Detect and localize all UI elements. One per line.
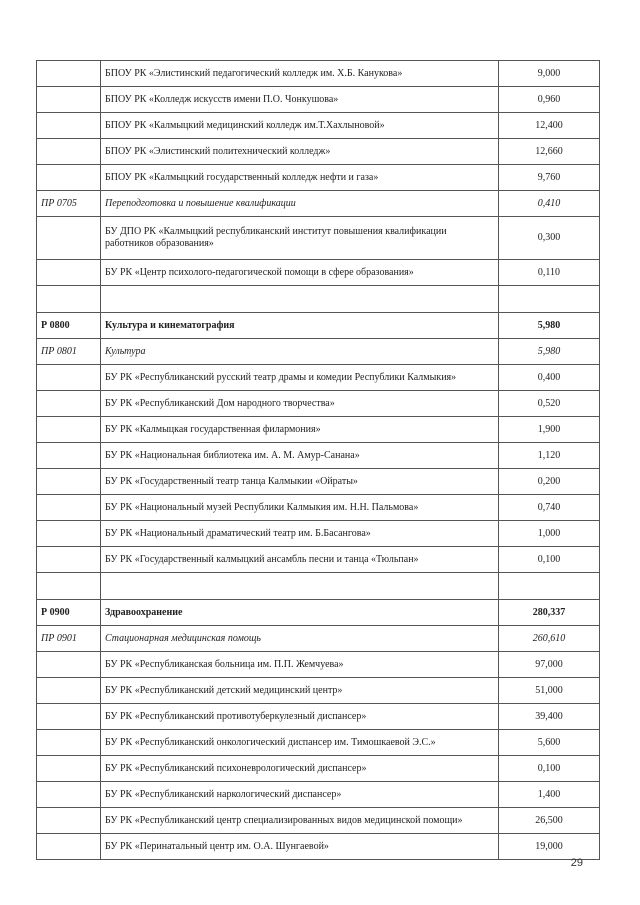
table-row — [37, 165, 600, 191]
table-row — [37, 782, 600, 808]
row-value: 1,900 — [499, 417, 600, 443]
section-code: Р 0900 — [37, 600, 101, 626]
row-code — [37, 678, 101, 704]
row-name: БУ РК «Калмыцкая государственная филармония» — [101, 417, 499, 443]
row-name: БУ РК «Национальная библиотека им. А. М. Амур-Санана» — [101, 443, 499, 469]
table-row — [37, 730, 600, 756]
row-value: 0,960 — [499, 87, 600, 113]
row-value: 19,000 — [499, 834, 600, 860]
row-value: 0,100 — [499, 756, 600, 782]
table-row — [37, 704, 600, 730]
row-value: 9,000 — [499, 61, 600, 87]
row-name: БУ РК «Республиканский русский театр драмы и комедии Республики Калмыкия» — [101, 365, 499, 391]
table-row — [37, 652, 600, 678]
budget-table — [36, 60, 600, 860]
row-code — [37, 704, 101, 730]
row-value: 0,200 — [499, 469, 600, 495]
row-name: БПОУ РК «Калмыцкий медицинский колледж им.Т.Хахлыновой» — [101, 113, 499, 139]
row-code — [37, 573, 101, 600]
row-value: 97,000 — [499, 652, 600, 678]
row-value: 51,000 — [499, 678, 600, 704]
table-row — [37, 139, 600, 165]
row-value: 0,400 — [499, 365, 600, 391]
row-code — [37, 391, 101, 417]
row-name: БУ РК «Республиканский Дом народного творчества» — [101, 391, 499, 417]
subsection-name: Переподготовка и повышение квалификации — [101, 191, 499, 217]
row-code — [37, 469, 101, 495]
row-code — [37, 217, 101, 260]
row-name: БУ РК «Республиканский противотуберкулезный диспансер» — [101, 704, 499, 730]
row-value: 0,110 — [499, 260, 600, 286]
table-row — [37, 443, 600, 469]
row-name: БПОУ РК «Элистинский педагогический колледж им. Х.Б. Канукова» — [101, 61, 499, 87]
row-value: 5,600 — [499, 730, 600, 756]
row-code — [37, 547, 101, 573]
empty-row — [37, 573, 600, 600]
section-row — [37, 600, 600, 626]
row-name: БУ РК «Республиканский онкологический диспансер им. Тимошкаевой Э.С.» — [101, 730, 499, 756]
subsection-row — [37, 191, 600, 217]
row-code — [37, 443, 101, 469]
row-code — [37, 165, 101, 191]
table-row — [37, 495, 600, 521]
row-code — [37, 808, 101, 834]
row-value: 1,120 — [499, 443, 600, 469]
row-name: БПОУ РК «Элистинский политехнический колледж» — [101, 139, 499, 165]
row-code — [37, 834, 101, 860]
row-name: БУ РК «Национальный музей Республики Калмыкия им. Н.Н. Пальмова» — [101, 495, 499, 521]
row-code — [37, 113, 101, 139]
row-name: БУ ДПО РК «Калмыцкий республиканский институт повышения квалификации работников образования» — [101, 217, 499, 260]
subsection-code: ПР 0801 — [37, 339, 101, 365]
row-value: 0,520 — [499, 391, 600, 417]
row-code — [37, 61, 101, 87]
row-value — [499, 573, 600, 600]
row-code — [37, 521, 101, 547]
row-name: БУ РК «Республиканский наркологический диспансер» — [101, 782, 499, 808]
row-name: БУ РК «Республиканский детский медицинский центр» — [101, 678, 499, 704]
row-name: БПОУ РК «Колледж искусств имени П.О. Чонкушова» — [101, 87, 499, 113]
row-name: БУ РК «Республиканский психоневрологический диспансер» — [101, 756, 499, 782]
row-code — [37, 139, 101, 165]
row-value: 1,000 — [499, 521, 600, 547]
row-name: БУ РК «Республиканская больница им. П.П. Жемчуева» — [101, 652, 499, 678]
row-name — [101, 573, 499, 600]
row-code — [37, 286, 101, 313]
table-row — [37, 391, 600, 417]
empty-row — [37, 286, 600, 313]
table-row — [37, 469, 600, 495]
subsection-row — [37, 339, 600, 365]
row-code — [37, 365, 101, 391]
table-row — [37, 61, 600, 87]
subsection-name: Культура — [101, 339, 499, 365]
section-name: Здравоохранение — [101, 600, 499, 626]
table-row — [37, 217, 600, 260]
row-name: БУ РК «Государственный калмыцкий ансамбль песни и танца «Тюльпан» — [101, 547, 499, 573]
row-code — [37, 782, 101, 808]
table-row — [37, 113, 600, 139]
row-name — [101, 286, 499, 313]
subsection-value: 260,610 — [499, 626, 600, 652]
row-value: 12,400 — [499, 113, 600, 139]
row-value: 1,400 — [499, 782, 600, 808]
row-name: БУ РК «Перинатальный центр им. О.А. Шунгаевой» — [101, 834, 499, 860]
row-name: БУ РК «Республиканский центр специализированных видов медицинской помощи» — [101, 808, 499, 834]
section-name: Культура и кинематография — [101, 313, 499, 339]
row-code — [37, 756, 101, 782]
row-value: 0,740 — [499, 495, 600, 521]
table-row — [37, 87, 600, 113]
table-row — [37, 678, 600, 704]
table-row — [37, 260, 600, 286]
row-code — [37, 417, 101, 443]
subsection-code: ПР 0901 — [37, 626, 101, 652]
subsection-value: 0,410 — [499, 191, 600, 217]
table-row — [37, 834, 600, 860]
row-code — [37, 730, 101, 756]
row-value: 12,660 — [499, 139, 600, 165]
row-value: 0,100 — [499, 547, 600, 573]
section-code: Р 0800 — [37, 313, 101, 339]
row-code — [37, 495, 101, 521]
table-row — [37, 756, 600, 782]
table-row — [37, 417, 600, 443]
row-value: 0,300 — [499, 217, 600, 260]
subsection-value: 5,980 — [499, 339, 600, 365]
section-value: 280,337 — [499, 600, 600, 626]
table-row — [37, 808, 600, 834]
row-value — [499, 286, 600, 313]
section-row — [37, 313, 600, 339]
row-value: 39,400 — [499, 704, 600, 730]
page-number: 29 — [570, 857, 583, 869]
row-name: БУ РК «Национальный драматический театр им. Б.Басангова» — [101, 521, 499, 547]
table-row — [37, 521, 600, 547]
row-code — [37, 87, 101, 113]
row-name: БПОУ РК «Калмыцкий государственный колледж нефти и газа» — [101, 165, 499, 191]
subsection-code: ПР 0705 — [37, 191, 101, 217]
table-row — [37, 547, 600, 573]
subsection-name: Стационарная медицинская помощь — [101, 626, 499, 652]
row-code — [37, 260, 101, 286]
row-value: 26,500 — [499, 808, 600, 834]
row-name: БУ РК «Государственный театр танца Калмыкии «Ойраты» — [101, 469, 499, 495]
row-name: БУ РК «Центр психолого-педагогической помощи в сфере образования» — [101, 260, 499, 286]
table-row — [37, 365, 600, 391]
subsection-row — [37, 626, 600, 652]
row-code — [37, 652, 101, 678]
section-value: 5,980 — [499, 313, 600, 339]
row-value: 9,760 — [499, 165, 600, 191]
